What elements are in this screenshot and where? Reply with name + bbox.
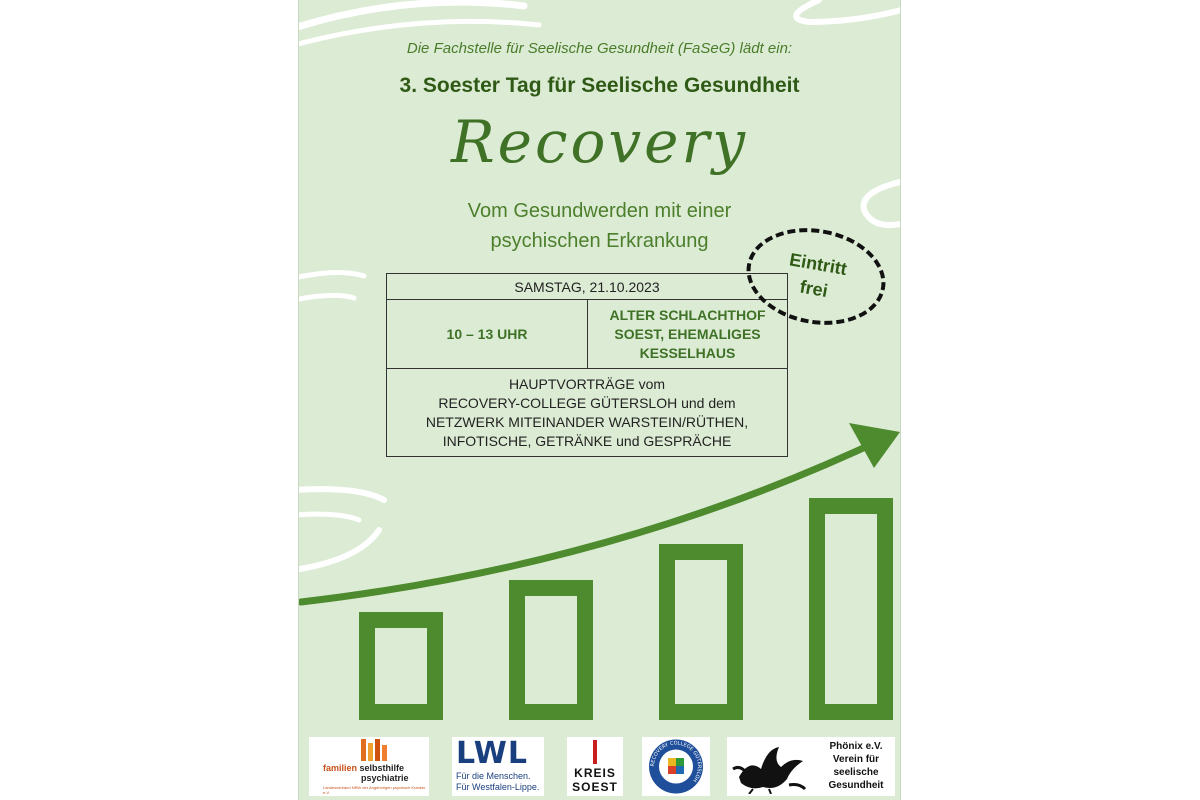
venue-line: KESSELHAUS bbox=[639, 344, 736, 361]
event-date: SAMSTAG, 21.10.2023 bbox=[387, 274, 788, 300]
event-poster bbox=[299, 0, 900, 800]
kreis-red-bar-icon bbox=[593, 740, 597, 764]
program-line: NETZWERK MITEINANDER WARSTEIN/RÜTHEN, bbox=[425, 413, 749, 430]
recovery-college-ring-text: RECOVERY COLLEGE GÜTERSLOH bbox=[649, 740, 703, 784]
subtitle-line-2: psychischen Erkrankung bbox=[490, 230, 709, 252]
phoenix-bird-icon bbox=[729, 739, 809, 794]
venue-line: SOEST, EHEMALIGES bbox=[614, 325, 761, 342]
logo-kreis-soest bbox=[567, 737, 623, 796]
logo-familien-selbsthilfe bbox=[309, 737, 429, 796]
subtitle-line-1: Vom Gesundwerden mit einer bbox=[467, 200, 732, 222]
program-line: RECOVERY-COLLEGE GÜTERSLOH und dem bbox=[438, 394, 736, 411]
event-title: 3. Soester Tag für Seelische Gesundheit bbox=[399, 74, 800, 97]
lwl-slogan-2: Für Westfalen-Lippe. bbox=[456, 782, 540, 792]
logo-lwl bbox=[452, 737, 544, 796]
bar-2 bbox=[517, 588, 585, 712]
program-line: HAUPTVORTRÄGE vom bbox=[508, 375, 666, 392]
phoenix-name: Phönix e.V. bbox=[829, 741, 883, 752]
lwl-wordmark: LWL bbox=[456, 736, 528, 771]
arrow-head bbox=[849, 423, 900, 468]
headline: Recovery bbox=[451, 108, 748, 176]
event-details-table bbox=[386, 273, 788, 457]
recovery-college-emblem-icon bbox=[642, 737, 710, 796]
intro-text: Die Fachstelle für Seelische Gesundheit (FaSeG) lädt ein: bbox=[406, 40, 793, 57]
bar-3 bbox=[667, 552, 735, 712]
venue-line: ALTER SCHLACHTHOF bbox=[609, 306, 766, 323]
bar-4 bbox=[817, 506, 885, 712]
logo-phoenix bbox=[727, 737, 895, 796]
event-time: 10 – 13 UHR bbox=[387, 300, 588, 369]
soest-word: SOEST bbox=[572, 780, 618, 794]
psychiatrie-word: psychiatrie bbox=[361, 773, 409, 783]
phoenix-line-3: seelische bbox=[833, 767, 879, 778]
lwl-slogan-1: Für die Menschen. bbox=[456, 771, 531, 781]
event-venue bbox=[588, 300, 788, 369]
selbsthilfe-word: selbsthilfe bbox=[359, 763, 405, 773]
badge-line-2: frei bbox=[798, 276, 830, 301]
badge-line-1: Eintritt bbox=[787, 248, 849, 279]
program-line: INFOTISCHE, GETRÄNKE und GESPRÄCHE bbox=[442, 432, 732, 449]
familien-word: familien bbox=[323, 763, 358, 773]
event-program bbox=[387, 369, 788, 457]
kreis-word: KREIS bbox=[574, 766, 616, 780]
familien-tagline: Landesverband NRW der Angehörigen psychisch Kranker e.V. bbox=[323, 785, 426, 795]
familien-logo-mark-icon bbox=[361, 739, 387, 761]
bar-1 bbox=[367, 620, 435, 712]
phoenix-line-4: Gesundheit bbox=[828, 780, 884, 791]
growth-arrow bbox=[301, 436, 889, 602]
logo-recovery-college bbox=[642, 737, 710, 796]
phoenix-line-2: Verein für bbox=[832, 754, 880, 765]
